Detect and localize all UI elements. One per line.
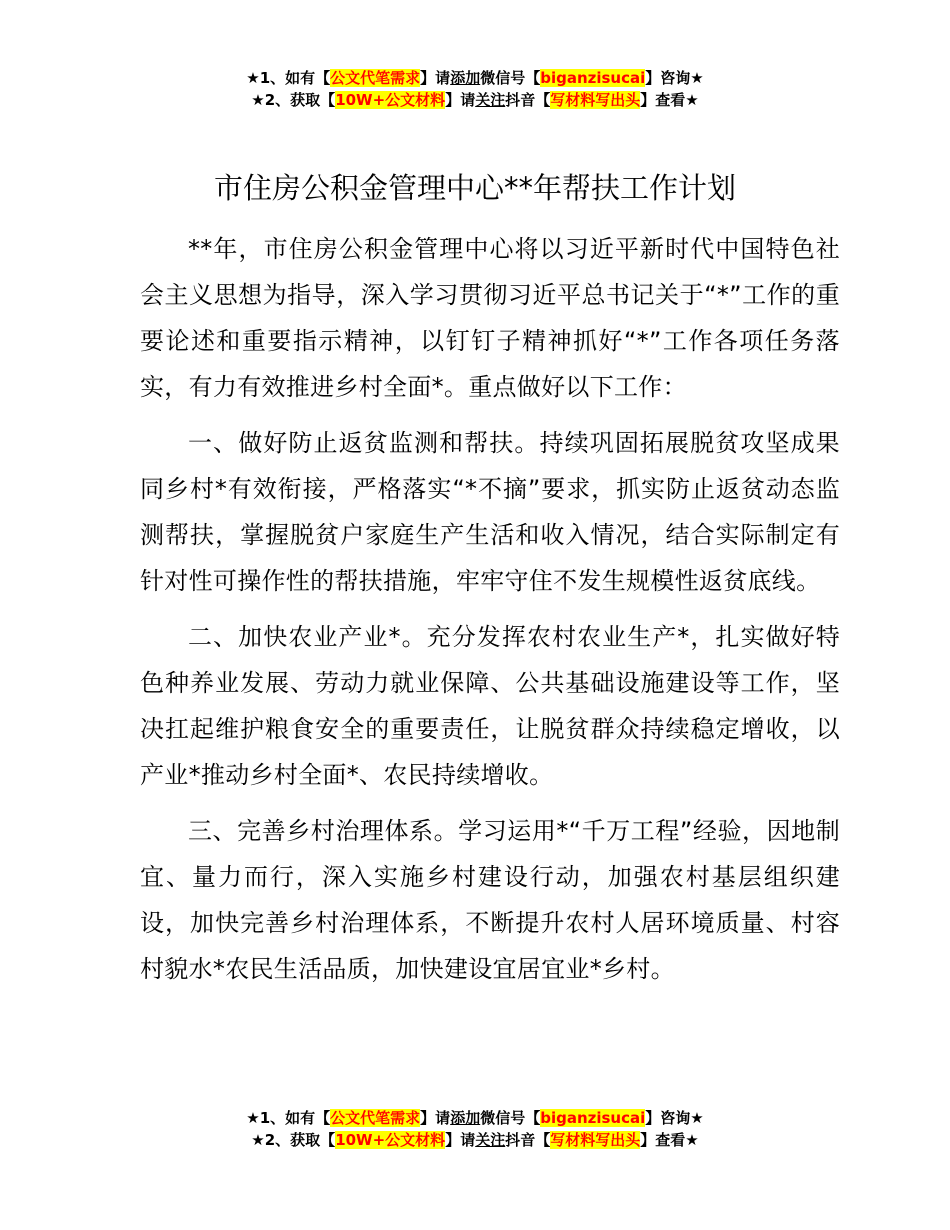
promo-underlined: 添加 [450,1109,481,1127]
document-body [140,226,840,1002]
promo-wechat-id: biganzisucai [540,69,646,87]
promo-wechat-id: biganzisucai [540,1109,646,1127]
promo-text: ★1、如有【 [246,1109,331,1127]
footer-promo-banner [0,1107,950,1151]
promo-underlined: 关注 [475,1131,506,1149]
promo-underlined: 关注 [475,91,506,109]
promo-text: 】查看★ [640,91,699,109]
paragraph-intro: **年，市住房公积金管理中心将以习近平新时代中国特色社会主义思想为指导，深入学习贯彻习近平总书记关于“*”工作的重要论述和重要指示精神，以钉钉子精神抓好“*”工作各项任务落实，有力有效推进乡村全面*。重点做好以下工作： [140,235,840,401]
promo-line-2 [0,1129,950,1151]
paragraph-section-2: 二、加快农业产业*。充分发挥农村农业生产*，扎实做好特色种养业发展、劳动力就业保障、公共基础设施建设等工作，坚决扛起维护粮食安全的重要责任，让脱贫群众持续稳定增收，以产业*推动乡村全面*、农民持续增收。 [140,623,840,789]
promo-text: 微信号【 [480,69,541,87]
promo-text: 】咨询★ [645,69,704,87]
promo-highlight: 10W+公文材料 [335,91,446,109]
promo-text: 】请 [445,1131,476,1149]
promo-underlined: 添加 [450,69,481,87]
promo-text: 微信号【 [480,1109,541,1127]
header-promo-banner [0,67,950,111]
promo-line-1 [0,67,950,89]
promo-douyin-account: 写材料写出头 [550,91,641,109]
promo-text: 】咨询★ [645,1109,704,1127]
paragraph-section-1: 一、做好防止返贫监测和帮扶。持续巩固拓展脱贫攻坚成果同乡村*有效衔接，严格落实“*不摘”要求，抓实防止返贫动态监测帮扶，掌握脱贫户家庭生产生活和收入情况，结合实际制定有针对性可操作性的帮扶措施，牢牢守住不发生规模性返贫底线。 [140,429,840,595]
promo-douyin-account: 写材料写出头 [550,1131,641,1149]
promo-line-2 [0,89,950,111]
paragraph-section-3: 三、完善乡村治理体系。学习运用*“千万工程”经验，因地制宜、量力而行，深入实施乡村建设行动，加强农村基层组织建设，加快完善乡村治理体系，不断提升农村人居环境质量、村容村貌水*农民生活品质，加快建设宜居宜业*乡村。 [140,817,840,983]
promo-text: ★2、获取【 [251,91,336,109]
promo-text: ★2、获取【 [251,1131,336,1149]
promo-highlight: 公文代笔需求 [330,69,421,87]
promo-text: 抖音【 [505,91,551,109]
promo-line-1 [0,1107,950,1129]
promo-text: 】查看★ [640,1131,699,1149]
promo-text: 】请 [445,91,476,109]
promo-highlight: 10W+公文材料 [335,1131,446,1149]
promo-text: 】请 [420,1109,451,1127]
document-title: 市住房公积金管理中心**年帮扶工作计划 [213,171,736,205]
promo-text: ★1、如有【 [246,69,331,87]
promo-text: 】请 [420,69,451,87]
promo-text: 抖音【 [505,1131,551,1149]
promo-highlight: 公文代笔需求 [330,1109,421,1127]
